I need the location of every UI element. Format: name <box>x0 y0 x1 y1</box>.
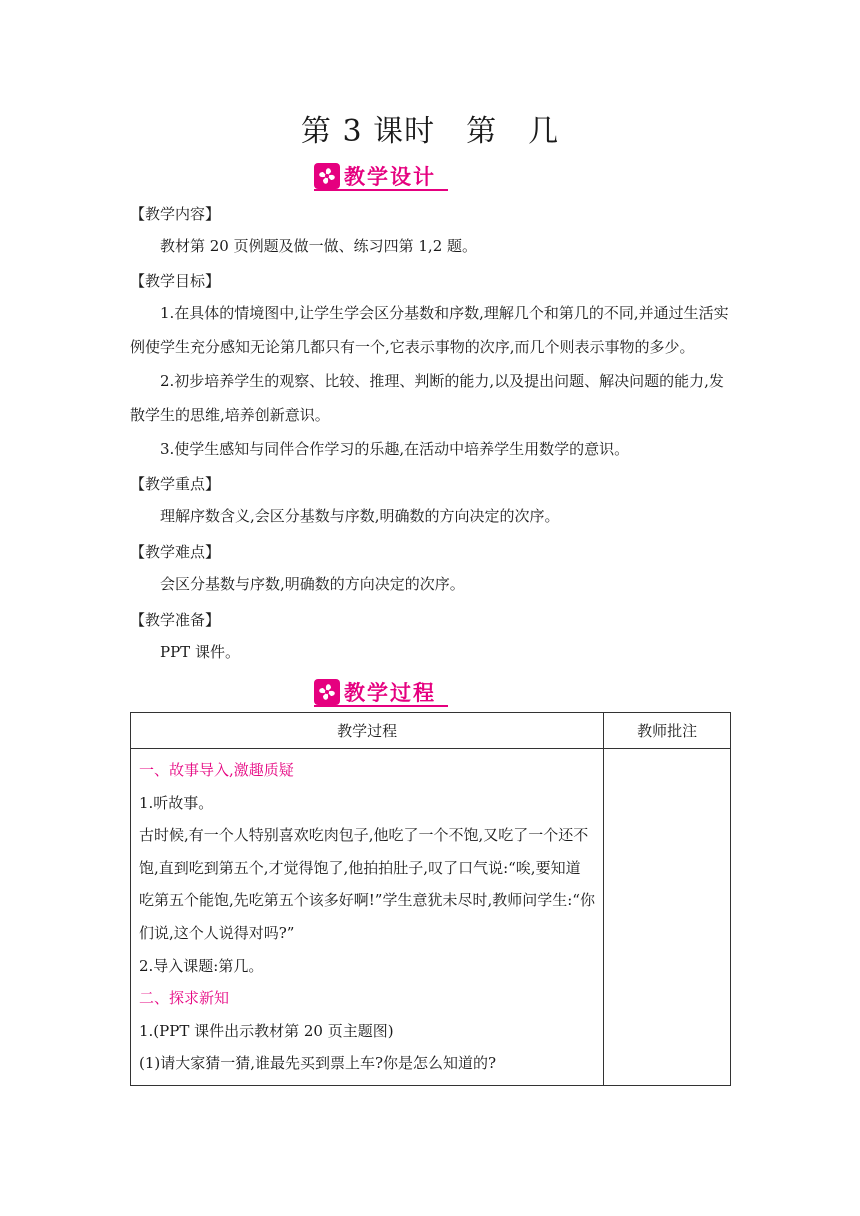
section-paragraph: 教材第 20 页例题及做一做、练习四第 1,2 题。 <box>160 237 478 255</box>
page-title: 第 3 课时 第 几 <box>300 114 560 149</box>
section-badge-label: 教学过程 <box>344 681 436 705</box>
section-heading: 【教学内容】 <box>130 205 221 223</box>
section-badge-label: 教学设计 <box>344 165 436 189</box>
section-heading: 【教学难点】 <box>130 543 221 561</box>
section-paragraph: PPT 课件。 <box>160 643 240 661</box>
section-paragraph: 会区分基数与序数,明确数的方向决定的次序。 <box>160 575 465 593</box>
teaching-process-table <box>130 712 731 1086</box>
section-paragraph: 理解序数含义,会区分基数与序数,明确数的方向决定的次序。 <box>160 507 560 525</box>
process-line: 1.(PPT 课件出示教材第 20 页主题图) <box>139 1021 394 1040</box>
process-step-heading: 一、故事导入,激趣质疑 <box>139 761 294 779</box>
process-step-heading: 二、探求新知 <box>139 989 230 1008</box>
section-badge-design <box>314 160 436 192</box>
process-line: (1)请大家猜一猜,谁最先买到票上车?你是怎么知道的? <box>139 1054 497 1073</box>
section-paragraph: 3.使学生感知与同伴合作学习的乐趣,在活动中培养学生用数学的意识。 <box>160 440 630 458</box>
process-line: 古时候,有一个人特别喜欢吃肉包子,他吃了一个不饱,又吃了一个还不饱,直到吃到第五个,才觉得饱了,他拍拍肚子,叹了口气说:“唉,要知道吃第五个能饱,先吃第五个该多好啊!”学生意犹未尽时,教师问学生:“你们说,这个人说得对吗?” <box>139 826 595 942</box>
flower-logo-icon <box>314 679 340 705</box>
flower-logo-icon <box>314 163 340 189</box>
section-heading: 【教学目标】 <box>130 272 221 290</box>
process-line: 2.导入课题:第几。 <box>139 956 264 975</box>
section-heading: 【教学重点】 <box>130 475 221 493</box>
teacher-notes-cell <box>604 749 731 1086</box>
table-header-process: 教学过程 <box>131 713 604 749</box>
section-paragraph: 1.在具体的情境图中,让学生学会区分基数和序数,理解几个和第几的不同,并通过生活实例使学生充分感知无论第几都只有一个,它表示事物的次序,而几个则表示事物的多少。 <box>130 304 729 356</box>
section-badge-process <box>314 676 436 708</box>
badge-underline <box>314 189 448 191</box>
process-cell <box>131 749 604 1086</box>
section-heading: 【教学准备】 <box>130 611 221 629</box>
badge-underline <box>314 705 448 707</box>
section-paragraph: 2.初步培养学生的观察、比较、推理、判断的能力,以及提出问题、解决问题的能力,发散学生的思维,培养创新意识。 <box>130 372 724 424</box>
process-line: 1.听故事。 <box>139 793 214 812</box>
table-header-notes: 教师批注 <box>604 713 731 749</box>
